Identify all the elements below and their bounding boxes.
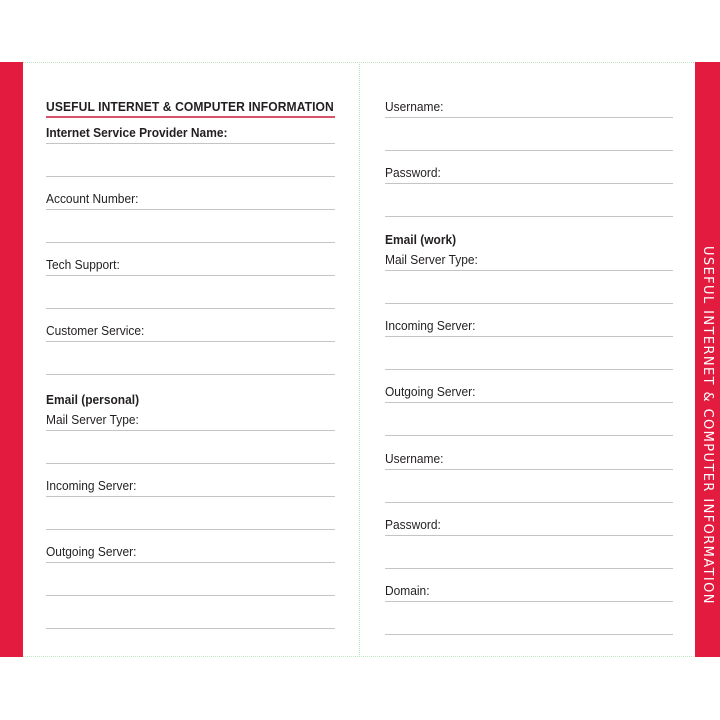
mail-server-type-label: Mail Server Type:	[46, 412, 139, 427]
work-incoming-server-line-2[interactable]	[385, 369, 673, 370]
incoming-server-line[interactable]	[46, 496, 335, 497]
password-line-2[interactable]	[385, 216, 673, 217]
work-incoming-server-line[interactable]	[385, 336, 673, 337]
outgoing-server-line[interactable]	[46, 562, 335, 563]
mail-server-type-line-2[interactable]	[46, 463, 335, 464]
isp-name-label: Internet Service Provider Name:	[46, 125, 228, 140]
incoming-server-line-2[interactable]	[46, 529, 335, 530]
customer-service-label: Customer Service:	[46, 323, 145, 338]
email-personal-heading: Email (personal)	[46, 392, 140, 407]
username-line[interactable]	[385, 117, 673, 118]
account-number-label: Account Number:	[46, 191, 139, 206]
work-outgoing-server-line[interactable]	[385, 402, 673, 403]
work-password-label: Password:	[385, 517, 441, 532]
tech-support-line[interactable]	[46, 275, 335, 276]
left-edge-band	[0, 62, 23, 657]
work-mail-server-type-line[interactable]	[385, 270, 673, 271]
side-tab-label: USEFUL INTERNET & COMPUTER INFORMATION	[699, 246, 715, 605]
work-username-line-2[interactable]	[385, 502, 673, 503]
incoming-server-label: Incoming Server:	[46, 478, 137, 493]
account-number-line[interactable]	[46, 209, 335, 210]
work-password-line[interactable]	[385, 535, 673, 536]
username-label: Username:	[385, 99, 444, 114]
tech-support-label: Tech Support:	[46, 257, 120, 272]
outgoing-server-line-2[interactable]	[46, 595, 335, 596]
customer-service-line-2[interactable]	[46, 374, 335, 375]
work-mail-server-type-line-2[interactable]	[385, 303, 673, 304]
work-username-line[interactable]	[385, 469, 673, 470]
domain-line[interactable]	[385, 601, 673, 602]
domain-line-2[interactable]	[385, 634, 673, 635]
work-password-line-2[interactable]	[385, 568, 673, 569]
side-tab-label-container	[695, 62, 720, 657]
work-incoming-server-label: Incoming Server:	[385, 318, 476, 333]
title-underline	[46, 116, 335, 118]
work-username-label: Username:	[385, 451, 444, 466]
work-outgoing-server-line-2[interactable]	[385, 435, 673, 436]
password-line[interactable]	[385, 183, 673, 184]
username-line-2[interactable]	[385, 150, 673, 151]
isp-name-line-2[interactable]	[46, 176, 335, 177]
outgoing-server-line-3[interactable]	[46, 628, 335, 629]
tech-support-line-2[interactable]	[46, 308, 335, 309]
work-mail-server-type-label: Mail Server Type:	[385, 252, 478, 267]
isp-name-line[interactable]	[46, 143, 335, 144]
email-work-heading: Email (work)	[385, 232, 457, 247]
password-label: Password:	[385, 165, 441, 180]
page-title: USEFUL INTERNET & COMPUTER INFORMATION	[46, 99, 334, 114]
page-gutter	[359, 62, 360, 657]
work-outgoing-server-label: Outgoing Server:	[385, 384, 476, 399]
account-number-line-2[interactable]	[46, 242, 335, 243]
domain-label: Domain:	[385, 583, 430, 598]
customer-service-line[interactable]	[46, 341, 335, 342]
outgoing-server-label: Outgoing Server:	[46, 544, 137, 559]
mail-server-type-line[interactable]	[46, 430, 335, 431]
